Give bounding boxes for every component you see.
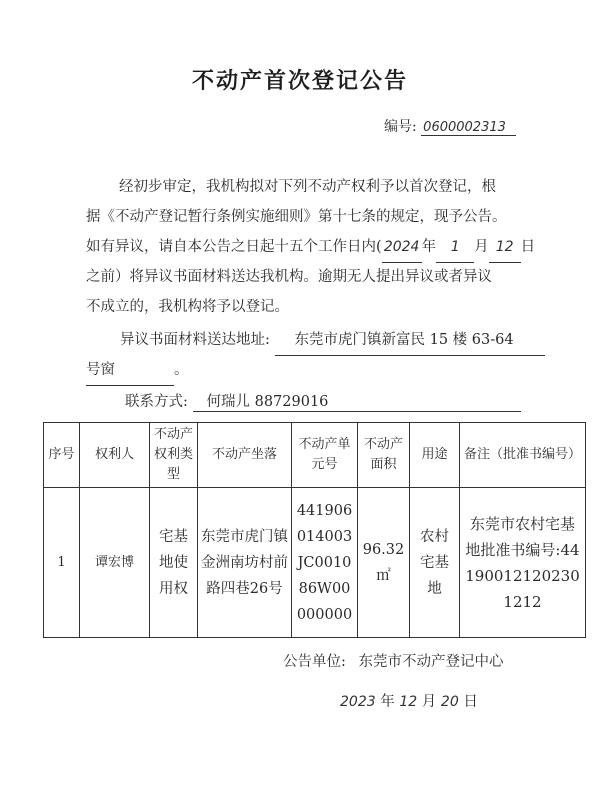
month-char: 月 — [474, 239, 489, 255]
body-line-5-wrap — [86, 292, 566, 322]
deadline-day: 12 — [489, 232, 521, 263]
body-line-3 — [86, 232, 566, 263]
address-label: 异议书面材料送达地址: — [120, 332, 270, 348]
cell-holder: 谭宏博 — [80, 488, 150, 638]
contact-row — [125, 390, 521, 412]
body-line-2: 据《不动产登记暂行条例实施细则》第十七条的规定，现予公告。 — [86, 209, 507, 225]
date-year: 2023 — [340, 694, 376, 710]
body-line-3-text: 如有异议，请自本公告之日起十五个工作日内( — [86, 239, 382, 255]
header-location: 不动产坐落 — [198, 423, 292, 488]
table-header-row — [44, 423, 586, 488]
address-value-1: 东莞市虎门镇新富民 15 楼 63-64 — [275, 325, 545, 356]
date-month-char: 月 — [421, 694, 437, 710]
cell-location: 东莞市虎门镇金洲南坊村前路四巷26号 — [198, 488, 292, 638]
issuer-label: 公告单位: — [283, 654, 346, 670]
date-month: 12 — [399, 694, 418, 710]
header-unit-no: 不动产单元号 — [292, 423, 358, 488]
header-holder: 权利人 — [80, 423, 150, 488]
cell-usage: 农村宅基地 — [410, 488, 460, 638]
body-line-4-wrap — [86, 262, 566, 292]
body-line-5: 不成立的，我机构将予以登记。 — [86, 299, 289, 315]
cell-area: 96.32㎡ — [358, 488, 410, 638]
body-line-2-wrap — [86, 202, 566, 232]
header-usage: 用途 — [410, 423, 460, 488]
table-row — [44, 488, 586, 638]
issue-date — [340, 690, 478, 711]
address-value-2: 号窗 — [86, 355, 174, 386]
contact-value: 何瑞儿 88729016 — [193, 390, 521, 412]
issuer-value: 东莞市不动产登记中心 — [358, 654, 504, 670]
cell-remark: 东莞市农村宅基地批准书编号:441900121202301212 — [460, 488, 586, 638]
number-label: 编号: — [384, 119, 417, 135]
body-line-1: 经初步审定，我机构拟对下列不动产权利予以首次登记，根 — [119, 179, 496, 195]
date-year-char: 年 — [380, 694, 395, 710]
header-remark: 备注（批准书编号） — [460, 423, 586, 488]
notice-number — [384, 116, 516, 136]
cell-index: 1 — [44, 488, 80, 638]
day-char: 日 — [520, 239, 536, 255]
address-end: 。 — [174, 362, 189, 378]
header-right-type: 不动产权利类型 — [150, 423, 198, 488]
address-line-1 — [120, 325, 570, 356]
deadline-year: 2024 — [382, 232, 422, 263]
body-line-4: 之前）将异议书面材料送达我机构。逾期无人提出异议或者异议 — [86, 269, 492, 285]
year-char: 年 — [421, 239, 437, 255]
cell-unit-no: 441906014003JC001086W00000000 — [292, 488, 358, 638]
issuer-row — [283, 650, 504, 671]
date-day-char: 日 — [463, 694, 478, 710]
address-line-2 — [86, 355, 386, 386]
cell-right-type: 宅基地使用权 — [150, 488, 198, 638]
page-title: 不动产首次登记公告 — [191, 68, 408, 94]
date-day: 20 — [440, 694, 459, 710]
header-area: 不动产面积 — [358, 423, 410, 488]
deadline-month: 1 — [436, 232, 474, 263]
contact-label: 联系方式: — [125, 394, 188, 410]
header-index: 序号 — [44, 423, 80, 488]
registration-table — [43, 422, 586, 638]
number-value: 0600002313 — [421, 120, 516, 136]
notice-body — [86, 172, 556, 202]
